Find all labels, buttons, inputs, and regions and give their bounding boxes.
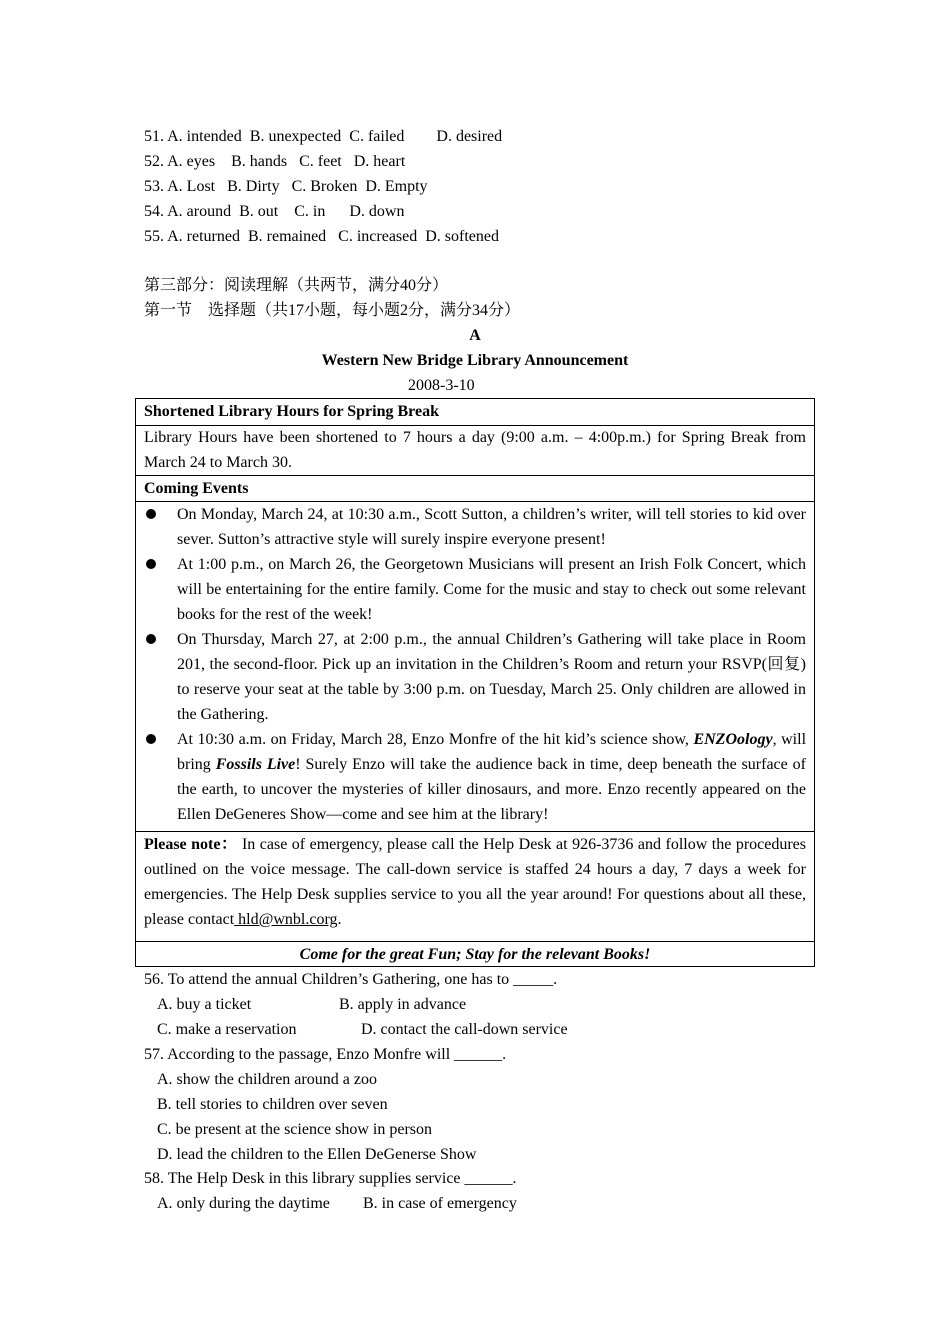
event4-text-1: At 10:30 a.m. on Friday, March 28, Enzo Monfre of the hit kid’s science show, — [177, 731, 694, 748]
program-name: Fossils Live — [215, 756, 296, 773]
event-folk-concert: At 1:00 p.m., on March 26, the Georgetown Musicians will present an Irish Folk Concert, which will be entertaining for the entire family. Come for the music and stay to check out some relevant books for the rest of the week! — [177, 556, 806, 623]
question-57-option-b: B. tell stories to children over seven — [157, 1096, 388, 1113]
please-note — [144, 832, 806, 932]
question-58-option-b: B. in case of emergency — [363, 1195, 517, 1212]
event-science-show — [177, 727, 806, 827]
event4-text-2: , will bring — [177, 731, 807, 773]
question-56: 56. To attend the annual Children’s Gathering, one has to _____. — [144, 971, 558, 988]
slogan: Come for the great Fun; Stay for the relevant Books! — [299, 946, 651, 963]
bullet-icon — [146, 509, 156, 519]
question-57-option-a: A. show the children around a zoo — [157, 1071, 377, 1088]
bullet-icon — [146, 634, 156, 644]
question-56-option-b: B. apply in advance — [339, 996, 467, 1013]
cloze-option-52: 52. A. eyes B. hands C. feet D. heart — [144, 153, 406, 170]
subsection-heading: 第一节 选择题（共17小题，每小题2分，满分34分） — [144, 302, 521, 319]
announcement-table — [135, 398, 815, 967]
question-57-option-c: C. be present at the science show in person — [157, 1121, 433, 1138]
hours-text: Library Hours have been shortened to 7 hours a day (9:00 a.m. – 4:00p.m.) for Spring Break from March 24 to March 30. — [144, 429, 806, 471]
bullet-icon — [146, 559, 156, 569]
question-56-option-a: A. buy a ticket — [157, 996, 252, 1013]
question-56-option-d: D. contact the call-down service — [361, 1021, 568, 1038]
events-heading: Coming Events — [144, 480, 249, 497]
note-text: In case of emergency, please call the Help Desk at 926-3736 and follow the procedures outlined on the voice message. The call-down service is staffed 24 hours a day, 7 days a week for emergencies. The Help Desk supplies service to you all the year around! For questions about all these, please contact — [144, 836, 807, 928]
question-58-option-a: A. only during the daytime — [157, 1195, 330, 1212]
passage-title: Western New Bridge Library Announcement — [321, 352, 629, 369]
question-57-option-d: D. lead the children to the Ellen DeGenerse Show — [157, 1146, 477, 1163]
cloze-option-54: 54. A. around B. out C. in D. down — [144, 203, 405, 220]
question-56-option-c: C. make a reservation — [157, 1021, 297, 1038]
passage-label: A — [469, 327, 481, 344]
passage-date: 2008-3-10 — [408, 377, 475, 394]
hours-heading: Shortened Library Hours for Spring Break — [144, 403, 439, 420]
note-label: Please note： — [144, 836, 238, 853]
contact-email-link[interactable]: hld@wnbl.corg — [234, 911, 338, 928]
event-storytelling: On Monday, March 24, at 10:30 a.m., Scott Sutton, a children’s writer, will tell stories to kid over sever. Sutton’s attractive style will surely inspire everyone present! — [177, 506, 806, 548]
question-58: 58. The Help Desk in this library supplies service ______. — [144, 1170, 517, 1187]
section-heading: 第三部分：阅读理解（共两节，满分40分） — [144, 277, 449, 294]
cloze-option-53: 53. A. Lost B. Dirty C. Broken D. Empty — [144, 178, 428, 195]
event4-text-3: ! Surely Enzo will take the audience back in time, deep beneath the surface of the earth, to uncover the mysteries of killer dinosaurs, and more. Enzo recently appeared on the Ellen DeGeneres Show—come and see him at the library! — [177, 756, 806, 823]
cloze-option-55: 55. A. returned B. remained C. increased D. softened — [144, 228, 500, 245]
bullet-icon — [146, 734, 156, 744]
show-name: ENZOology — [693, 731, 773, 748]
question-57: 57. According to the passage, Enzo Monfre will ______. — [144, 1046, 507, 1063]
cloze-option-51: 51. A. intended B. unexpected C. failed D. desired — [144, 128, 503, 145]
event-childrens-gathering: On Thursday, March 27, at 2:00 p.m., the annual Children’s Gathering will take place in Room 201, the second-floor. Pick up an invitation in the Children’s Room and return your RSVP(回复) to reserve your seat at the table by 3:00 p.m. on Tuesday, March 25. Only children are allowed in the Gathering. — [177, 631, 806, 723]
note-end: . — [337, 911, 342, 928]
